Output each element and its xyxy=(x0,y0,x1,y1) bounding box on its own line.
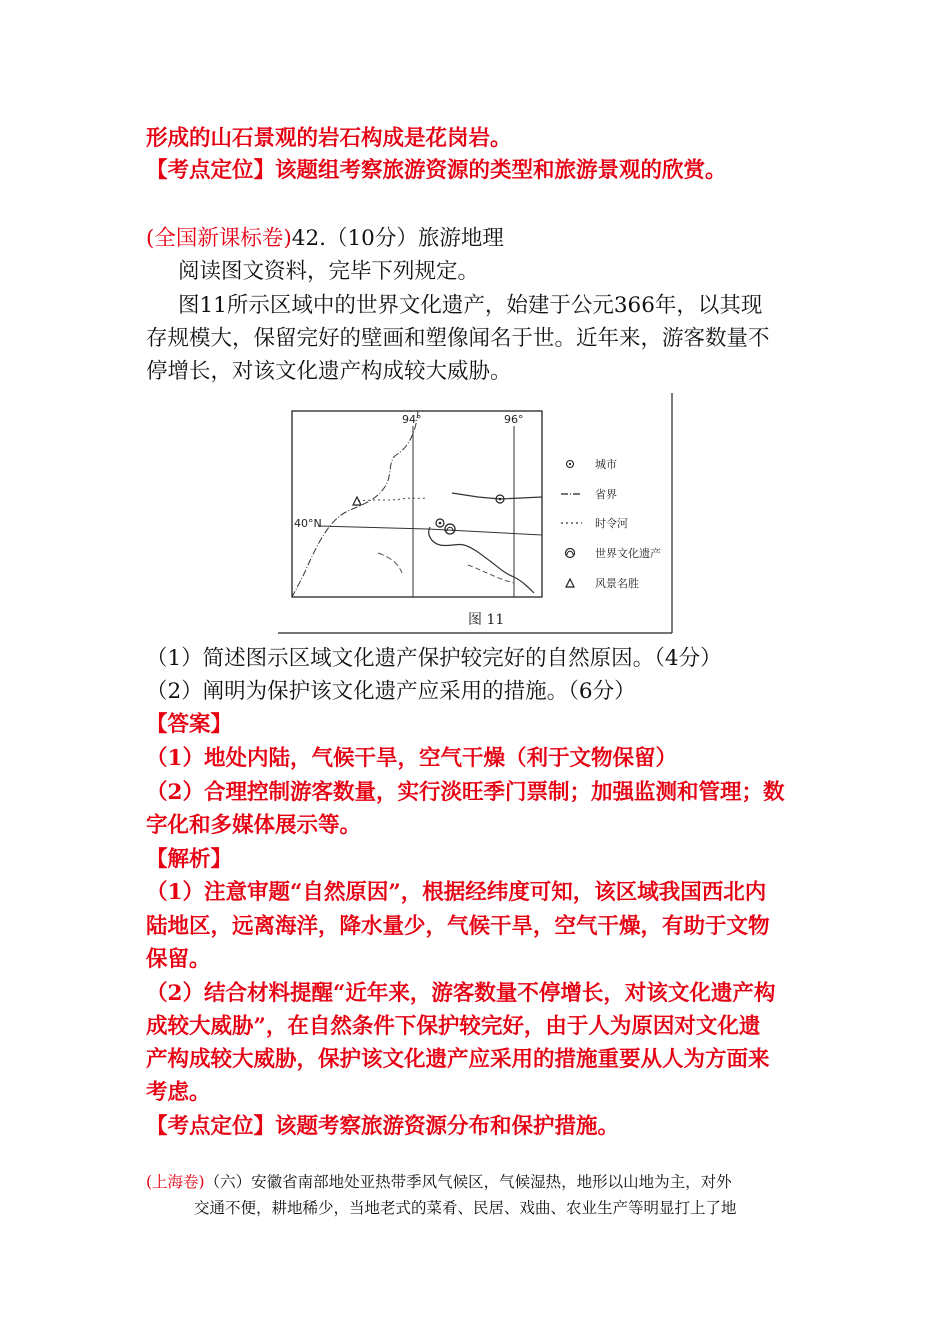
material-line-1: 图11所示区域中的世界文化遗产，始建于公元366年，以其现 xyxy=(178,293,763,318)
map-frame xyxy=(292,411,542,597)
lon-94-label: 94° xyxy=(402,413,422,426)
seasonal-river xyxy=(358,498,426,501)
material-line-2: 存规模大，保留完好的壁画和塑像闻名于世。近年来，游客数量不 xyxy=(146,326,770,351)
world-heritage-marker xyxy=(445,524,455,534)
legend-border-label: 省界 xyxy=(595,488,617,501)
shanghai-text-1: （六）安徽省南部地处亚热带季风气候区，气候湿热，地形以山地为主，对外 xyxy=(204,1173,732,1191)
river-line xyxy=(429,527,534,593)
legend-heritage-label: 世界文化遗产 xyxy=(595,547,661,560)
question-1: （1）简述图示区域文化遗产保护较完好的自然原因。（4分） xyxy=(146,646,722,671)
shanghai-source: (上海卷) xyxy=(146,1173,205,1191)
prev-key-point: 【考点定位】该题组考察旅游资源的类型和旅游景观的欣赏。 xyxy=(146,158,727,183)
map-legend xyxy=(561,458,661,590)
lat-40-label: 40°N xyxy=(294,517,322,530)
answer-1: （1）地处内陆，气候干旱，空气干燥（利于文物保留） xyxy=(146,746,677,771)
map-svg xyxy=(278,393,674,635)
analysis-1-line-3: 保留。 xyxy=(146,947,211,972)
scenic-spot-icon xyxy=(566,579,574,587)
dashed-line-sw xyxy=(378,553,402,573)
legend-river-label: 时令河 xyxy=(595,517,628,530)
material-line-3: 停增长，对该文化遗产构成较大威胁。 xyxy=(146,359,512,384)
province-border xyxy=(292,411,418,597)
analysis-2-line-3: 产构成较大威胁，保护该文化遗产应采用的措施重要从人为方面来 xyxy=(146,1047,770,1072)
question-title: 42.（10分）旅游地理 xyxy=(291,226,504,251)
answer-2-line-2: 字化和多媒体展示等。 xyxy=(146,813,362,838)
analysis-2-line-2: 成较大威胁”，在自然条件下保护较完好，由于人为原因对文化遗 xyxy=(146,1014,761,1039)
analysis-1-line-1: （1）注意审题“自然原因”，根据经纬度可知，该区域我国西北内 xyxy=(146,880,767,905)
analysis-2-line-4: 考虑。 xyxy=(146,1080,211,1105)
answer-heading: 【答案】 xyxy=(146,712,233,737)
analysis-heading: 【解析】 xyxy=(146,847,233,872)
question-source: (全国新课标卷) xyxy=(146,226,292,251)
key-point-2: 【考点定位】该题考察旅游资源分布和保护措施。 xyxy=(146,1114,620,1139)
shanghai-question-line-1 xyxy=(146,1170,732,1194)
legend-scenic-label: 风景名胜 xyxy=(595,577,639,590)
figure-caption: 图 11 xyxy=(468,612,505,628)
question-2: （2）阐明为保护该文化遗产应采用的措施。（6分） xyxy=(146,679,636,704)
question-heading xyxy=(146,224,504,254)
prev-answer-tail: 形成的山石景观的岩石构成是花岗岩。 xyxy=(146,126,512,151)
shanghai-question-line-2: 交通不便，耕地稀少，当地老式的菜肴、民居、戏曲、农业生产等明显打上了地 xyxy=(194,1199,737,1217)
lon-96-label: 96° xyxy=(504,413,524,426)
legend-city-label: 城市 xyxy=(595,458,617,471)
figure-11-map xyxy=(278,393,674,635)
analysis-2-line-1: （2）结合材料提醒“近年来，游客数量不停增长，对该文化遗产构 xyxy=(146,981,776,1006)
analysis-1-line-2: 陆地区，远离海洋，降水量少，气候干旱，空气干燥，有助于文物 xyxy=(146,914,770,939)
answer-2-line-1: （2）合理控制游客数量，实行淡旺季门票制；加强监测和管理；数 xyxy=(146,780,785,805)
intro-text: 阅读图文资料，完毕下列规定。 xyxy=(178,259,480,284)
